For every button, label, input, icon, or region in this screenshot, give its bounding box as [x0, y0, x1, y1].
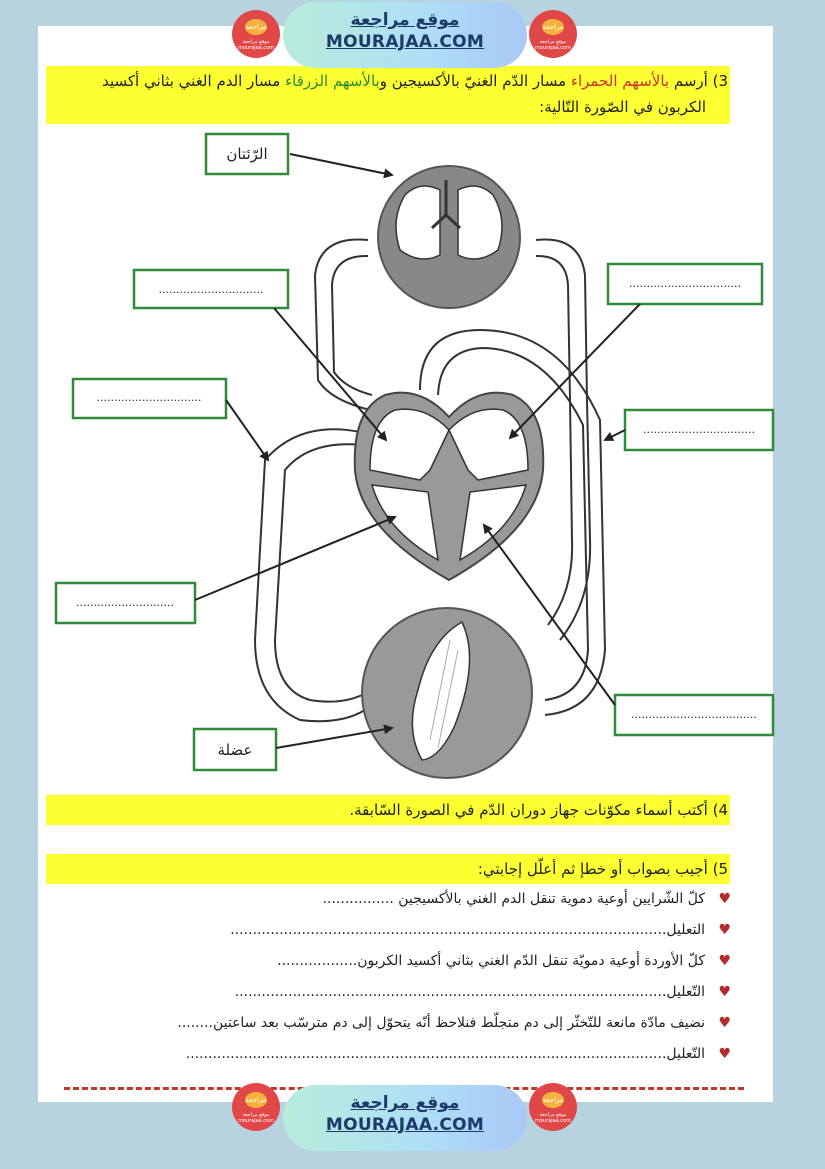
arrow-bottom-left: [195, 517, 395, 600]
site-badge-right[interactable]: [529, 10, 577, 58]
justification-text: التّعليل.................................................................................................: [234, 984, 705, 1000]
blank-mid-left: ..............................: [96, 391, 202, 404]
blank-top-right: ................................: [629, 277, 741, 290]
q3-mid: مسار الدّم الغنيّ بالأكسيجين و: [379, 72, 567, 90]
blank-top-left: ..............................: [158, 283, 264, 296]
badge-logo-icon: مراجعة: [245, 1092, 267, 1108]
site-name-en: MOURAJAA.COM: [325, 32, 485, 52]
heart-icon: ♥: [718, 922, 731, 938]
statement-text: كلّ الشّرايين أوعية دموية تنقل الدم الغني بالأكسيجين ................: [322, 891, 705, 907]
pulmonary-vein-left: [315, 239, 370, 410]
site-badge-left[interactable]: [232, 10, 280, 58]
statement-text: نضيف مادّة مانعة للتّخثّر إلى دم متجلّط فنلاحظ أنّه يتحوّل إلى دم مترسّب بعد ساعتين........: [177, 1015, 705, 1031]
badge-logo-icon: مراجعة: [245, 19, 267, 35]
q3-line2: الكربون في الصّورة التّالية:: [539, 98, 706, 116]
pulmonary-vessel-right: [536, 239, 590, 640]
blank-mid-right: ................................: [643, 423, 755, 436]
arrow-top-right: [510, 304, 640, 438]
site-name-ar: موقع مراجعة: [350, 10, 460, 30]
justification-text: التّعليل............................................................................................................: [185, 1046, 705, 1062]
muscle-label: عضلة: [217, 741, 253, 759]
heart-icon: ♥: [718, 891, 731, 907]
badge-caption: موقع مراجعة mourajaa.com: [534, 1112, 571, 1124]
q3-number: 3): [712, 72, 728, 90]
q3-suffix: مسار الدم الغني بثاني أكسيد: [102, 72, 281, 90]
blank-bottom-left: ............................: [76, 596, 174, 609]
q3-blue-arrows: بالأسهم الزرقاء: [285, 72, 380, 90]
q5-text: 5) أجيب بصواب أو خطإ ثم أعلّل إجابتي:: [477, 860, 728, 878]
badge-logo-icon: مراجعة: [542, 19, 564, 35]
systemic-vein-left: [255, 429, 365, 721]
badge-caption: موقع مراجعة mourajaa.com: [237, 1112, 274, 1124]
arrow-mid-left: [226, 400, 268, 460]
heart-icon: ♥: [718, 1015, 731, 1031]
site-name-ar: موقع مراجعة: [350, 1093, 460, 1113]
badge-logo-icon: مراجعة: [542, 1092, 564, 1108]
q3-prefix: أرسم: [673, 72, 708, 90]
q4-text: 4) أكتب أسماء مكوّنات جهاز دوران الدّم في الصورة السّابقة.: [349, 801, 728, 819]
badge-caption: موقع مراجعة mourajaa.com: [534, 39, 571, 51]
arrow-lungs: [290, 154, 392, 175]
q3-red-arrows: بالأسهم الحمراء: [570, 72, 670, 90]
justification-text: التعليل..................................................................................................: [230, 922, 705, 938]
blank-bottom-right: ....................................: [631, 708, 757, 721]
statement-text: كلّ الأوردة أوعية دمويّة تنقل الدّم الغني بثاني أكسيد الكربون..................: [277, 953, 705, 969]
site-banner-top[interactable]: [283, 2, 527, 68]
site-badge-right-bottom[interactable]: [529, 1083, 577, 1131]
lungs-label: الرّئتان: [226, 145, 268, 163]
site-badge-left-bottom[interactable]: [232, 1083, 280, 1131]
badge-caption: موقع مراجعة mourajaa.com: [237, 39, 274, 51]
heart-icon: ♥: [718, 984, 731, 1000]
heart-icon: ♥: [718, 1046, 731, 1062]
site-banner-bottom[interactable]: [283, 1085, 527, 1151]
heart-icon: ♥: [718, 953, 731, 969]
site-name-en: MOURAJAA.COM: [325, 1115, 485, 1135]
arrow-mid-right: [605, 430, 625, 440]
arrow-top-left: [274, 308, 386, 440]
